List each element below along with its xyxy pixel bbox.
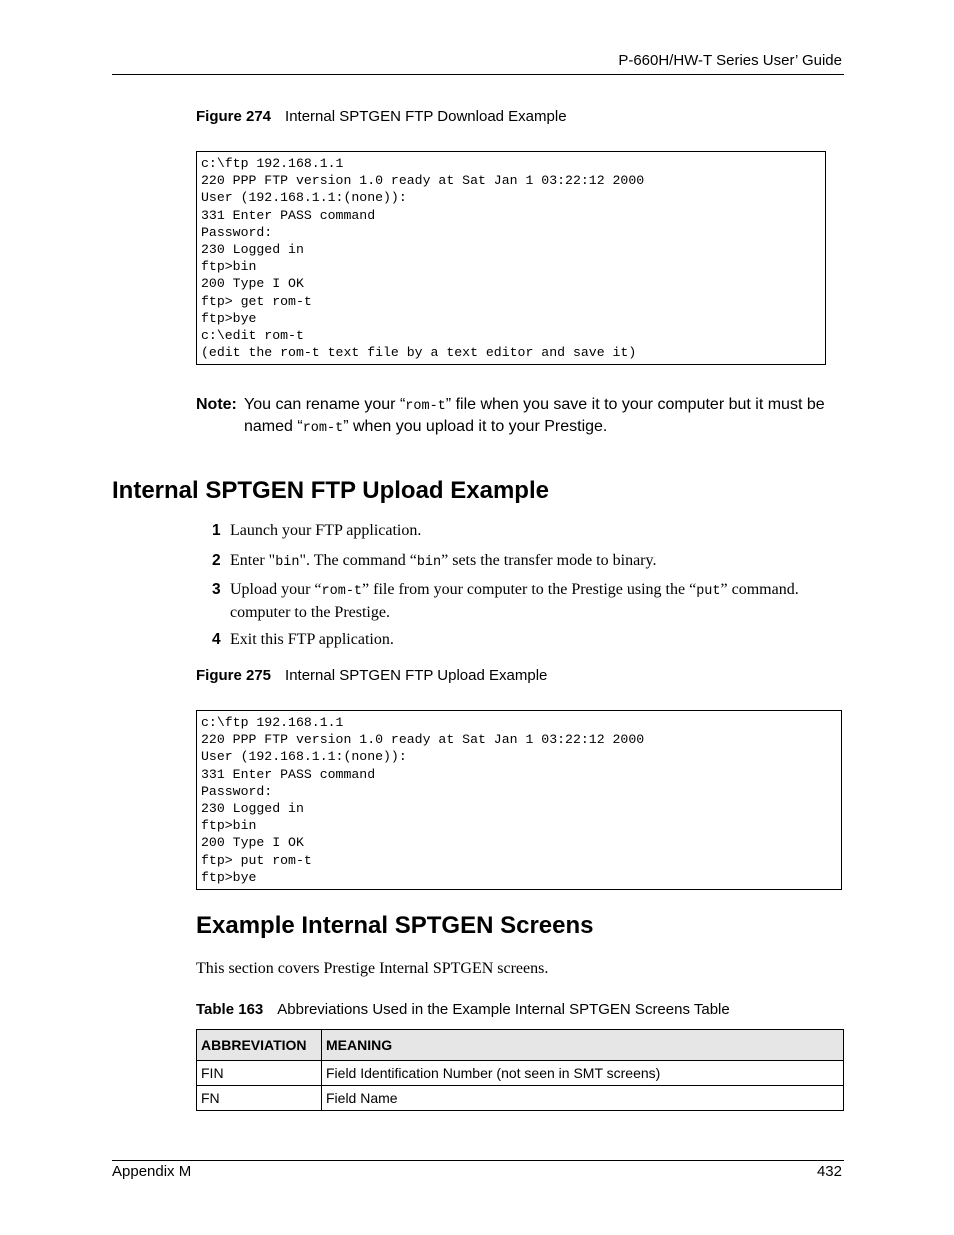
section-body: This section covers Prestige Internal SPTGEN screens. (196, 960, 549, 977)
note-label: Note: (196, 396, 237, 413)
code-line: c:\ftp 192.168.1.1 (201, 715, 344, 730)
figure-275-label: Figure 275 (196, 667, 272, 684)
step-number: 2 (212, 552, 221, 569)
table-header-row (197, 1030, 844, 1061)
code-line: ftp> put rom-t (201, 852, 312, 868)
figure-274-caption (196, 108, 567, 125)
table-cell: FIN (197, 1061, 322, 1086)
footer-rule (112, 1160, 844, 1161)
footer-section: Appendix M (112, 1163, 192, 1180)
note-code: rom-t (405, 399, 446, 414)
table-163-caption (196, 1001, 730, 1018)
step-text: Enter "bin". The command “bin” sets the transfer mode to binary. (230, 552, 657, 570)
code-line: 331 Enter PASS command (201, 766, 376, 782)
figure-275-code (196, 710, 842, 890)
code-line: ftp>bin (201, 259, 257, 275)
running-header: P-660H/HW-T Series User’ Guide (618, 52, 842, 69)
code-line: (edit the rom-t text file by a text editor and save it) (201, 345, 637, 361)
table-163-label: Table 163 (196, 1001, 264, 1018)
abbreviations-table (196, 1029, 844, 1111)
code-line: User (192.168.1.1:(none)): (201, 190, 407, 206)
table-cell: Field Identification Number (not seen in SMT screens) (322, 1061, 844, 1086)
step-text: Exit this FTP application. (230, 631, 394, 648)
step-list (196, 520, 846, 660)
section-heading-screens: Example Internal SPTGEN Screens (196, 912, 594, 939)
table-header-cell: MEANING (322, 1030, 844, 1061)
code-line: 230 Logged in (201, 801, 304, 817)
table-row (197, 1061, 844, 1086)
table-row (197, 1086, 844, 1111)
code-line: ftp> get rom-t (201, 293, 312, 309)
note (196, 395, 846, 436)
code-line: Password: (201, 783, 273, 799)
step-number: 1 (212, 522, 221, 539)
page-number: 432 (816, 1163, 842, 1180)
step-text: Upload your “rom-t” file from your computer to the Prestige using the “put” command. computer to the Prestige. (230, 581, 799, 621)
code-line: ftp>bin (201, 818, 257, 834)
code-line: User (192.168.1.1:(none)): (201, 749, 407, 765)
step-number: 4 (212, 631, 221, 648)
code-line: ftp>bye (201, 310, 257, 326)
header-rule (112, 74, 844, 75)
step-text: Launch your FTP application. (230, 522, 422, 539)
section-heading-upload: Internal SPTGEN FTP Upload Example (112, 477, 549, 504)
code-line: c:\edit rom-t (201, 328, 304, 344)
note-code: rom-t (302, 421, 344, 436)
code-line: ftp>bye (201, 869, 257, 885)
code-line: 200 Type I OK (201, 835, 304, 851)
table-163-title: Abbreviations Used in the Example Internal SPTGEN Screens Table (277, 1001, 730, 1018)
code-line: 331 Enter PASS command (201, 207, 376, 223)
code-line: 200 Type I OK (201, 276, 304, 292)
code-line: 220 PPP FTP version 1.0 ready at Sat Jan 1 03:22:12 2000 (201, 173, 645, 189)
step-number: 3 (212, 581, 221, 598)
table-header-cell: ABBREVIATION (197, 1030, 322, 1061)
figure-274-code (196, 151, 826, 365)
figure-274-label: Figure 274 (196, 108, 272, 125)
figure-274-title: Internal SPTGEN FTP Download Example (285, 108, 567, 125)
code-line: 230 Logged in (201, 242, 304, 258)
code-line: 220 PPP FTP version 1.0 ready at Sat Jan 1 03:22:12 2000 (201, 732, 645, 748)
table-cell: FN (197, 1086, 322, 1111)
table-cell: Field Name (322, 1086, 844, 1111)
code-line: Password: (201, 224, 273, 240)
figure-275-title: Internal SPTGEN FTP Upload Example (285, 667, 548, 684)
figure-275-caption (196, 667, 547, 684)
note-body: You can rename your “rom-t” file when you save it to your computer but it must be named “rom-t” when you upload it to your Prestige. (244, 396, 825, 436)
code-line: c:\ftp 192.168.1.1 (201, 156, 344, 171)
